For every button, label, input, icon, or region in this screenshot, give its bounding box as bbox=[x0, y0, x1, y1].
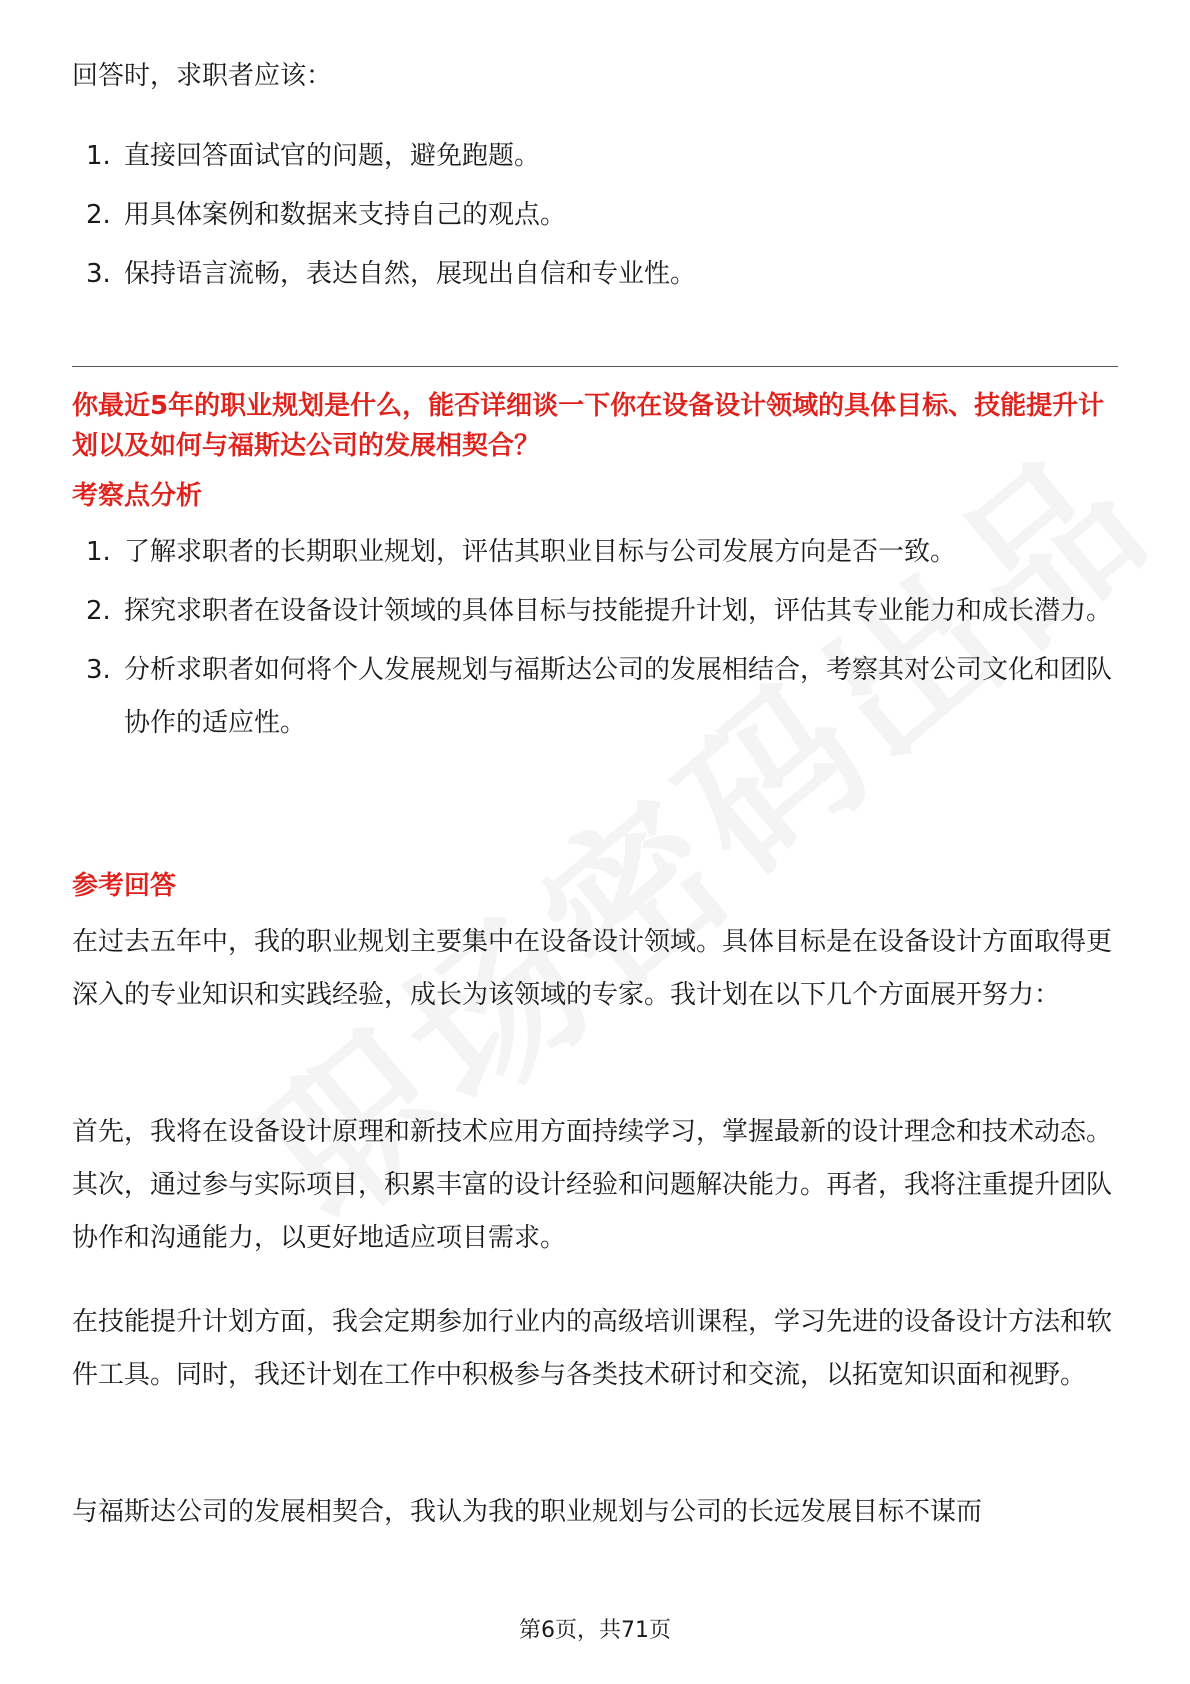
list-text: 了解求职者的长期职业规划，评估其职业目标与公司发展方向是否一致。 bbox=[124, 537, 957, 567]
list-text: 探究求职者在设备设计领域的具体目标与技能提升计划，评估其专业能力和成长潜力。 bbox=[124, 596, 1113, 626]
analysis-list bbox=[72, 526, 1118, 756]
analysis-heading: 考察点分析 bbox=[72, 481, 203, 511]
page-number: 第6页，共71页 bbox=[519, 1618, 671, 1643]
interview-question: 你最近5年的职业规划是什么，能否详细谈一下你在设备设计领域的具体目标、技能提升计划以及如何与福斯达公司的发展相契合？ bbox=[72, 391, 1105, 461]
list-number: 3. bbox=[86, 259, 111, 289]
reference-heading: 参考回答 bbox=[72, 871, 177, 901]
reference-paragraph: 与福斯达公司的发展相契合，我认为我的职业规划与公司的长远发展目标不谋而 bbox=[72, 1497, 983, 1527]
list-item bbox=[72, 644, 1118, 750]
reference-paragraph: 在技能提升计划方面，我会定期参加行业内的高级培训课程，学习先进的设备设计方法和软件工具。同时，我还计划在工作中积极参与各类技术研讨和交流，以拓宽知识面和视野。 bbox=[72, 1307, 1113, 1390]
list-text: 分析求职者如何将个人发展规划与福斯达公司的发展相结合，考察其对公司文化和团队协作的适应性。 bbox=[124, 655, 1113, 738]
list-item bbox=[72, 130, 1118, 183]
list-text: 直接回答面试官的问题，避免跑题。 bbox=[124, 141, 541, 171]
document-page bbox=[72, 0, 1118, 1684]
list-item bbox=[72, 585, 1118, 638]
list-number: 2. bbox=[86, 596, 111, 626]
list-item bbox=[72, 248, 1118, 301]
intro-text: 回答时，求职者应该： bbox=[72, 61, 333, 91]
list-number: 2. bbox=[86, 200, 111, 230]
list-text: 保持语言流畅，表达自然，展现出自信和专业性。 bbox=[124, 259, 697, 289]
section-divider bbox=[72, 366, 1118, 367]
list-text: 用具体案例和数据来支持自己的观点。 bbox=[124, 200, 567, 230]
list-item bbox=[72, 189, 1118, 242]
reference-paragraph: 在过去五年中，我的职业规划主要集中在设备设计领域。具体目标是在设备设计方面取得更深入的专业知识和实践经验，成长为该领域的专家。我计划在以下几个方面展开努力： bbox=[72, 927, 1113, 1010]
list-number: 3. bbox=[86, 655, 111, 685]
list-number: 1. bbox=[86, 537, 111, 567]
reference-paragraph: 首先，我将在设备设计原理和新技术应用方面持续学习，掌握最新的设计理念和技术动态。其次，通过参与实际项目，积累丰富的设计经验和问题解决能力。再者，我将注重提升团队协作和沟通能力，以更好地适应项目需求。 bbox=[72, 1117, 1113, 1253]
list-item bbox=[72, 526, 1118, 579]
list-number: 1. bbox=[86, 141, 111, 171]
answer-tips-list bbox=[72, 130, 1118, 307]
